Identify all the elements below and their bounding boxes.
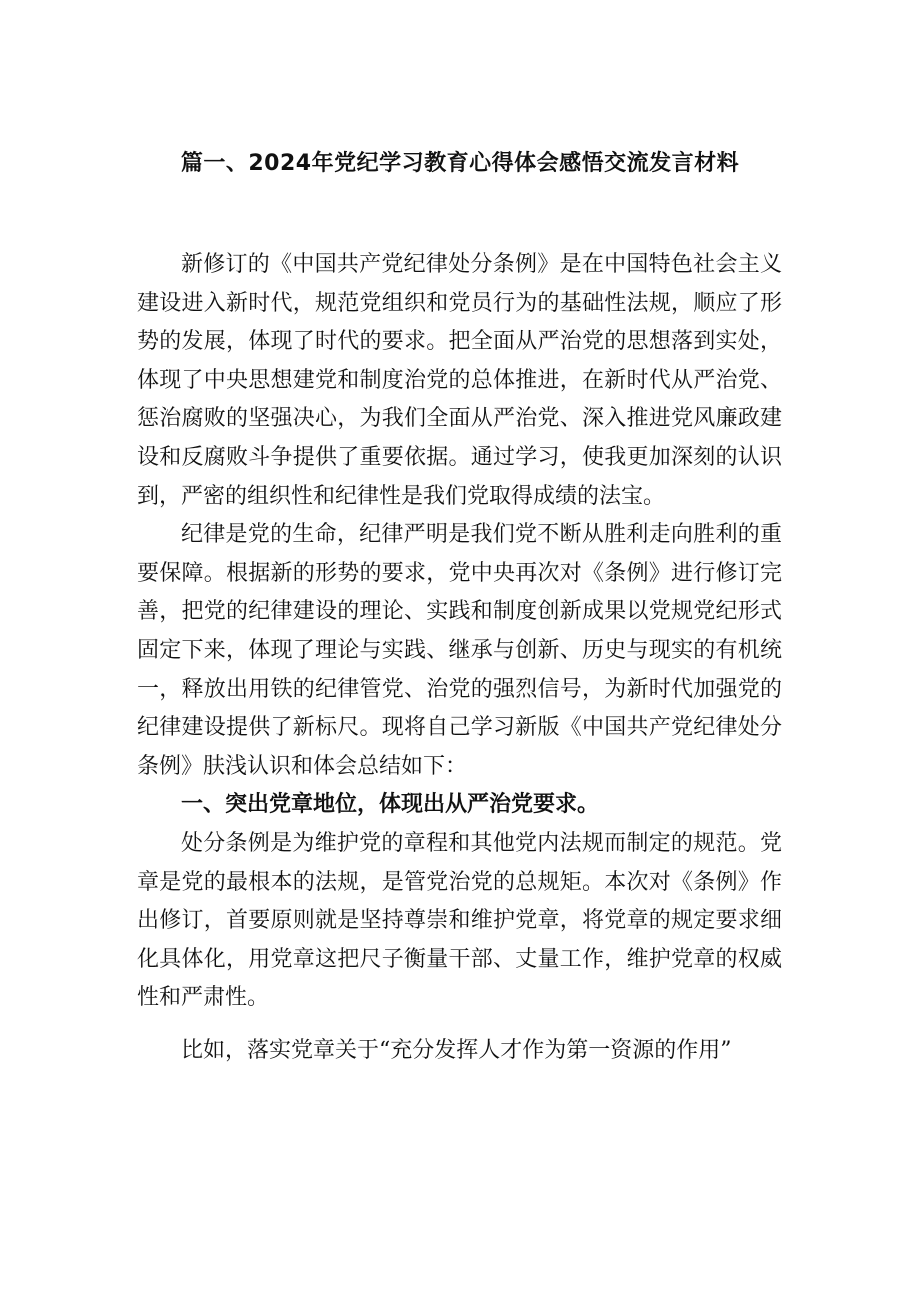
section-heading-1: 一、突出党章地位，体现出从严治党要求。 [181, 792, 600, 818]
paragraph-2: 纪律是党的生命，纪律严明是我们党不断从胜利走向胜利的重要保障。根据新的形势的要求，党中央再次对《条例》进行修订完善，把党的纪律建设的理论、实践和制度创新成果以党规党纪形式固定下来，体现了理论与实践、继承与创新、历史与现实的有机统一，释放出用铁的纪律管党、治党的强烈信号，为新时代加强党的纪律建设提供了新标尺。现将自己学习新版《中国共产党纪律处分条例》肤浅认识和体会总结如下： [137, 522, 782, 779]
paragraph-3: 处分条例是为维护党的章程和其他党内法规而制定的规范。党章是党的最根本的法规，是管党治党的总规矩。本次对《条例》作出修订，首要原则就是坚持尊崇和维护党章，将党章的规定要求细化具体化，用党章这把尺子衡量干部、丈量工作，维护党章的权威性和严肃性。 [137, 830, 782, 1011]
paragraph-1: 新修订的《中国共产党纪律处分条例》是在中国特色社会主义建设进入新时代，规范党组织和党员行为的基础性法规，顺应了形势的发展，体现了时代的要求。把全面从严治党的思想落到实处，体现了中央思想建党和制度治党的总体推进，在新时代从严治党、惩治腐败的坚强决心，为我们全面从严治党、深入推进党风廉政建设和反腐败斗争提供了重要依据。通过学习，使我更加深刻的认识到，严密的组织性和纪律性是我们党取得成绩的法宝。 [137, 252, 782, 509]
paragraph-4: 比如，落实党章关于“充分发挥人才作为第一资源的作用” [181, 1037, 732, 1063]
document-title: 篇一、2024年党纪学习教育心得体会感悟交流发言材料 [180, 151, 740, 176]
document-body [137, 246, 782, 1070]
